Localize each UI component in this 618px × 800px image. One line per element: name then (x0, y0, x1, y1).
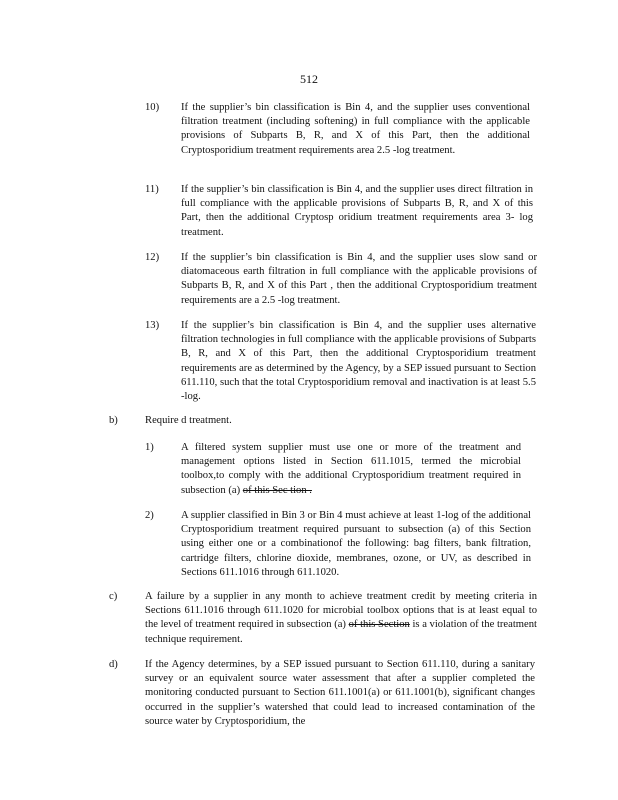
section-text-after: is a violation of the treatment technique requirement. (145, 619, 537, 645)
deleted-text: of this Sec tion . (242, 484, 312, 496)
section-title: Require d treatment. (145, 415, 232, 426)
section-label: d) (109, 659, 118, 670)
section-label: b) (109, 415, 118, 426)
section-label: c) (109, 591, 118, 602)
item-text: A supplier classified in Bin 3 or Bin 4 must achieve at least 1-log of the additional Cryptosporidium treatment required pursuant to subsection (a) of this Section using either one or a combinationof the following: bag filters, bank filtration, cartridge filters, chlorine dioxide, membranes, ozone, or UV, as described in Sections 611.1016 through 611.1020. (181, 510, 531, 578)
item-number: 10) (145, 102, 160, 113)
deleted-text: of this Section (348, 619, 410, 631)
section-text (145, 590, 537, 647)
item-text: If the supplier’s bin classification is Bin 4, and the supplier uses slow sand or diatomaceous earth filtration in full compliance with the applicable provisions of Subparts B, R, and X of this Part , then the additional Cryptosporidium treatment requirements are a 2.5 -log treatment. (181, 252, 537, 306)
item-number: 1) (145, 442, 154, 453)
item-number: 12) (145, 252, 160, 263)
item-text (181, 441, 521, 498)
item-text-body: A filtered system supplier must use one or more of the treatment and management options listed in Section 611.1015, termed the microbial toolbox,to comply with the additional Cryptosporidium treatment required in subsection (a) (181, 442, 521, 496)
item-text: If the supplier’s bin classification is Bin 4, and the supplier uses alternative filtration technologies in full compliance with the applicable provisions of Subparts B, R, and X of this Part, then the additional Cryptosporidium treatment requirements are as determined by the Agency, by a SEP issued pursuant to Section 611.110, such that the total Cryptosporidium removal and inactivation is at least 5.5 -log. (181, 320, 536, 403)
item-number: 11) (145, 184, 159, 195)
page-number: 512 (300, 72, 318, 86)
section-text: If the Agency determines, by a SEP issued pursuant to Section 611.110, during a sanitary survey or an equivalent source water assessment that after a supplier completed the monitoring conducted pursuant to Section 611.1001(a) or 611.1001(b), significant changes occurred in the supplier’s watershed that could lead to increased contamination of the source water by Cryptosporidium, the (145, 659, 535, 727)
item-number: 2) (145, 510, 154, 521)
item-text: If the supplier’s bin classification is Bin 4, and the supplier uses direct filtration in full compliance with the applicable provisions of Subparts B, R, and X of this Part, then the additional Cryptosp oridium treatment requirements area 3- log treatment. (181, 184, 533, 238)
item-text: If the supplier’s bin classification is Bin 4, and the supplier uses conventional filtration treatment (including softening) in full compliance with the applicable provisions of Subparts B, R, and X of this Part, then the additional Cryptosporidium treatment requirements area 2.5 -log treatment. (181, 102, 530, 156)
item-number: 13) (145, 320, 160, 331)
section-text-before: A failure by a supplier in any month to achieve treatment credit by meeting criteria in Sections 611.1016 through 611.1020 for microbial toolbox options that is at least equal to the level of treatment required in subsection (a) (145, 591, 537, 631)
